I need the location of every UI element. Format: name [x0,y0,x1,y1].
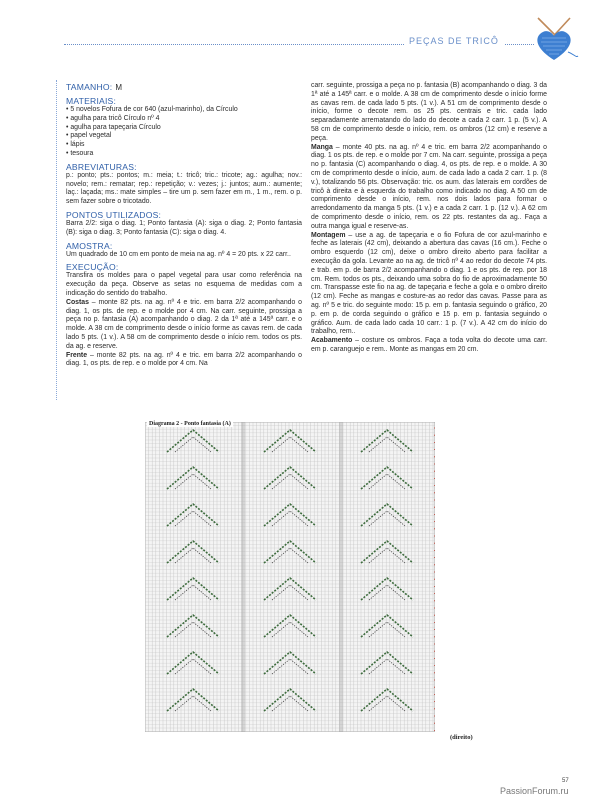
list-item: • papel vegetal [66,132,302,141]
execucao-title: EXECUÇÃO: [66,262,119,273]
manga-label: Manga [311,143,333,151]
diagram-direction-label: (direito) [450,734,473,741]
costas-label: Costas [66,298,89,306]
rib-band [241,422,245,732]
frente-text: – monte 82 pts. na ag. nº 4 e tric. em barra 2/2 acompanhando o diag. 1, os pts. de rep. e o molde por 4 cm. Na [66,351,302,368]
list-item: • agulha para tapeçaria Círculo [66,124,302,133]
montagem-text: – use a ag. de tapeçaria e o fio Fofura de cor azul-marinho e feche as laterais (42 cm), deixando a abertura das cavas (16 cm.). Feche o ombro esquerdo (12 cm), deixe o ombro direito aberto para facilitar a execução da gola. Levante ao na ag. de tricô nº 4 ao redor do decote 74 pts. e trab. em p. de barra 2/2 acompanhando o diag. 1 e os pts. de rep. por 18 cm. Rem. todos os pts., deixando uma sobra do fio de aproximadamente 50 cm. Transpasse este fio na ag. de tapeçaria e feche a gola e o ombro direito (12 cm). Feche as mangas e costure-as ao redor das cavas. Passe para as ag. nº 5 e tric. do seguinte modo: 15 p. em p. fantasia seguindo o gráfico, 20 p. em p. de corda seguindo o gráfico e 15 p. em p. fantasia seguindo o gráfico. Aum. de cada lado cada 10 carr.: 1 p. (7 v.). A 42 cm do início do trabalho, rem.. [311,231,547,336]
montagem-paragraph [311,232,547,338]
list-item: • lápis [66,141,302,150]
watermark: PassionForum.ru [500,786,569,796]
section-title: PEÇAS DE TRICÔ [404,36,504,46]
abreviaturas-text: p.: ponto; pts.: pontos; m.: meia; t.: tricô; tric.: tricote; ag.: agulha; nov.: novelo; rem.: rematar; rep.: repetição; v.: vezes; j.: juntos; aum.: aumente; laç.: laçada; ms.: mate simples – tire um p. sem fazer em m., 1 m., rem. o p. sem fazer sobre o tricotado. [66,171,302,206]
execucao-intro: Transfira os moldes para o papel vegetal para usar como referência na execução da peça. Observe as setas no esquema de medidas com a indicação do sentido do trabalho. [66,272,302,297]
manga-text: – monte 40 pts. na ag. nº 4 e tric. em barra 2/2 acompanhando o diag. 1 os pts. de rep. e o molde por 7 cm. Na carr. seguinte, prossiga a peça no p. fantasia (C) acompanhando o diag. 4, os pts. de rep. e o molde. A 30 cm de comprimento desde o início, aum. de cada lado a cada 2 carr. 1 p. (8 v.), totalizando 56 pts. Observação: tric. os aum. das laterais em cordões de tricô à direita e à esquerda do trabalho como indicado no diag. A 50 cm de comprimento desde o início, rem. nos dois lados para formar o arredondamento da manga 5 pts. (1 v.) e a cada 2 carr. 1 p. (12 v.). A 62 cm de comprimento desde o início, rem. os 22 pts. restantes da ag.. Faça a outra manga igual e reserve-as. [311,143,547,230]
acabamento-label: Acabamento [311,337,353,345]
materiais-section [66,96,302,159]
right-column [311,82,547,355]
frente-continued: carr. seguinte, prossiga a peça no p. fantasia (B) acompanhando o diag. 3 da 1ª até a 145ª carr. e o molde. A 38 cm de comprimento desde o início forme as cavas rem. de cada lado 5 pts. (1 v.). A 51 cm de comprimento desde o início, forme o decote rem. os 25 pts. centrais e tric. cada lado separadamente arrematando do lado do decote a cada 2 carr. 1 p. (5 v.). A 58 cm de comprimento desde o início, rem. os ombros (12 cm) e reserve a peça. [311,82,547,142]
amostra-text: Um quadrado de 10 cm em ponto de meia na ag. nº 4 = 20 pts. x 22 carr.. [66,250,291,258]
abreviaturas-section [66,162,302,207]
montagem-label: Montagem [311,231,346,239]
acabamento-text: – costure os ombros. Faça a toda volta do decote uma carr. em p. caranguejo e rem.. Monte as mangas em 20 cm. [311,337,547,353]
acabamento-paragraph [311,337,547,355]
rib-band [339,422,343,732]
page-number: 57 [562,778,569,784]
tamanho-label: TAMANHO: [66,82,113,92]
tamanho-section [66,82,302,93]
left-column [66,82,302,372]
costas-text: – monte 82 pts. na ag. nº 4 e tric. em barra 2/2 acompanhando o diag. 1, os pts. de rep. e o molde por 4 cm. Na carr. seguinte, prossiga a peça no p. fantasia (A) acompanhando o diag. 2 da 1ª até a 145ª carr. e o molde. A 38 cm de comprimento desde o início forme as cavas rem. de cada lado 5 pts. (1 v.). A 58 cm de comprimento desde o início rem. todos os pts. da ag. e reserve. [66,298,302,350]
materiais-title: MATERIAIS: [66,96,117,106]
costas-paragraph [66,299,302,352]
side-dotted-rule [56,80,57,400]
list-item: • agulha para tricô Círculo nº 4 [66,115,302,124]
list-item: • tesoura [66,150,302,159]
materiais-list [66,106,302,159]
pontos-section [66,210,302,238]
pontos-text: Barra 2/2: siga o diag. 1; Ponto fantasia (A): siga o diag. 2; Ponto fantasia (B): siga o diag. 3; Ponto fantasia (C): siga o diag. 4. [66,219,302,236]
execucao-section [66,262,302,369]
amostra-section [66,241,302,260]
pontos-title: PONTOS UTILIZADOS: [66,209,162,220]
abreviaturas-title: ABREVIATURAS: [66,161,137,172]
frente-paragraph [66,352,302,370]
yarn-heart-icon [528,14,580,66]
frente-label: Frente [66,351,88,359]
amostra-title: AMOSTRA: [66,240,113,251]
knitting-chart [145,422,435,732]
diagram-title: Diagrama 2 - Ponto fantasia (A) [149,421,231,427]
tamanho-value: M [115,83,123,92]
manga-paragraph [311,144,547,232]
list-item: • 5 novelos Fofura de cor 640 (azul-marinho), da Círculo [66,106,302,115]
